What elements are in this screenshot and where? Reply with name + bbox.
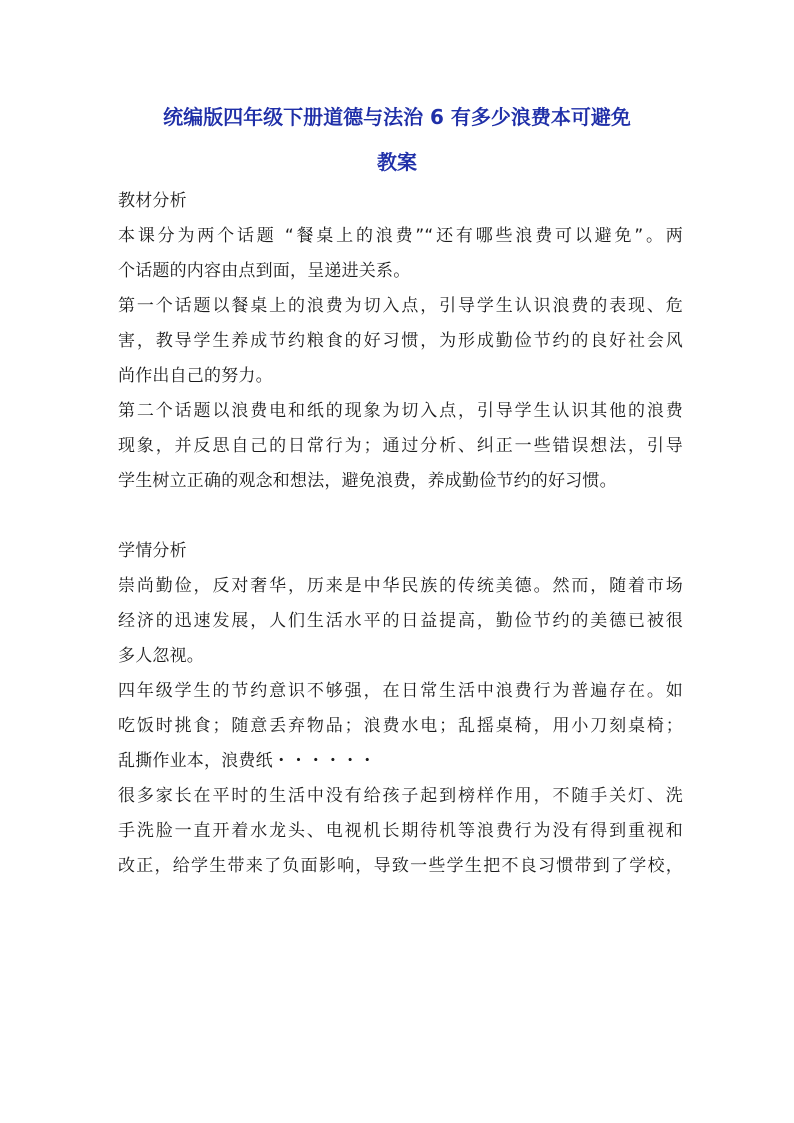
paragraph-line: 改正，给学生带来了负面影响，导致一些学生把不良习惯带到了学校， [118,856,683,876]
paragraph-line: 崇尚勤俭，反对奢华，历来是中华民族的传统美德。然而，随着市场 [118,576,683,596]
paragraph-line: 乱撕作业本，浪费纸・・・・・・ [118,751,376,771]
paragraph-line: 现象，并反思自己的日常行为；通过分析、纠正一些错误想法，引导 [118,436,683,456]
paragraph-line: 手洗脸一直开着水龙头、电视机长期待机等浪费行为没有得到重视和 [118,821,683,841]
paragraph-line: 经济的迅速发展，人们生活水平的日益提高，勤俭节约的美德已被很 [118,611,683,631]
section-spacer [118,499,683,534]
section-heading-textbook-analysis: 教材分析 [118,191,187,211]
paragraph-line: 第二个话题以浪费电和纸的现象为切入点，引导学生认识其他的浪费 [118,401,683,421]
section-heading-student-analysis: 学情分析 [118,541,187,561]
paragraph-line: 本课分为两个话题 “餐桌上的浪费”“还有哪些浪费可以避免”。两 [118,226,683,246]
paragraph-line: 害，教导学生养成节约粮食的好习惯，为形成勤俭节约的良好社会风 [118,331,683,351]
paragraph-line: 很多家长在平时的生活中没有给孩子起到榜样作用，不随手关灯、洗 [118,786,683,806]
paragraph-line: 学生树立正确的观念和想法，避免浪费，养成勤俭节约的好习惯。 [118,471,617,491]
paragraph-line: 第一个话题以餐桌上的浪费为切入点，引导学生认识浪费的表现、危 [118,296,683,316]
paragraph-line: 多人忽视。 [118,646,204,666]
paragraph-line: 尚作出自己的努力。 [118,366,273,386]
paragraph-line: 四年级学生的节约意识不够强，在日常生活中浪费行为普遍存在。如 [118,681,683,701]
document-title-line1: 统编版四年级下册道德与法治 6 有多少浪费本可避免 [163,105,631,129]
document-title-line2: 教案 [377,150,417,174]
document-body [118,184,683,884]
paragraph-line: 个话题的内容由点到面，呈递进关系。 [118,261,411,281]
paragraph-line: 吃饭时挑食；随意丢弃物品；浪费水电；乱摇桌椅，用小刀刻桌椅； [118,716,683,736]
